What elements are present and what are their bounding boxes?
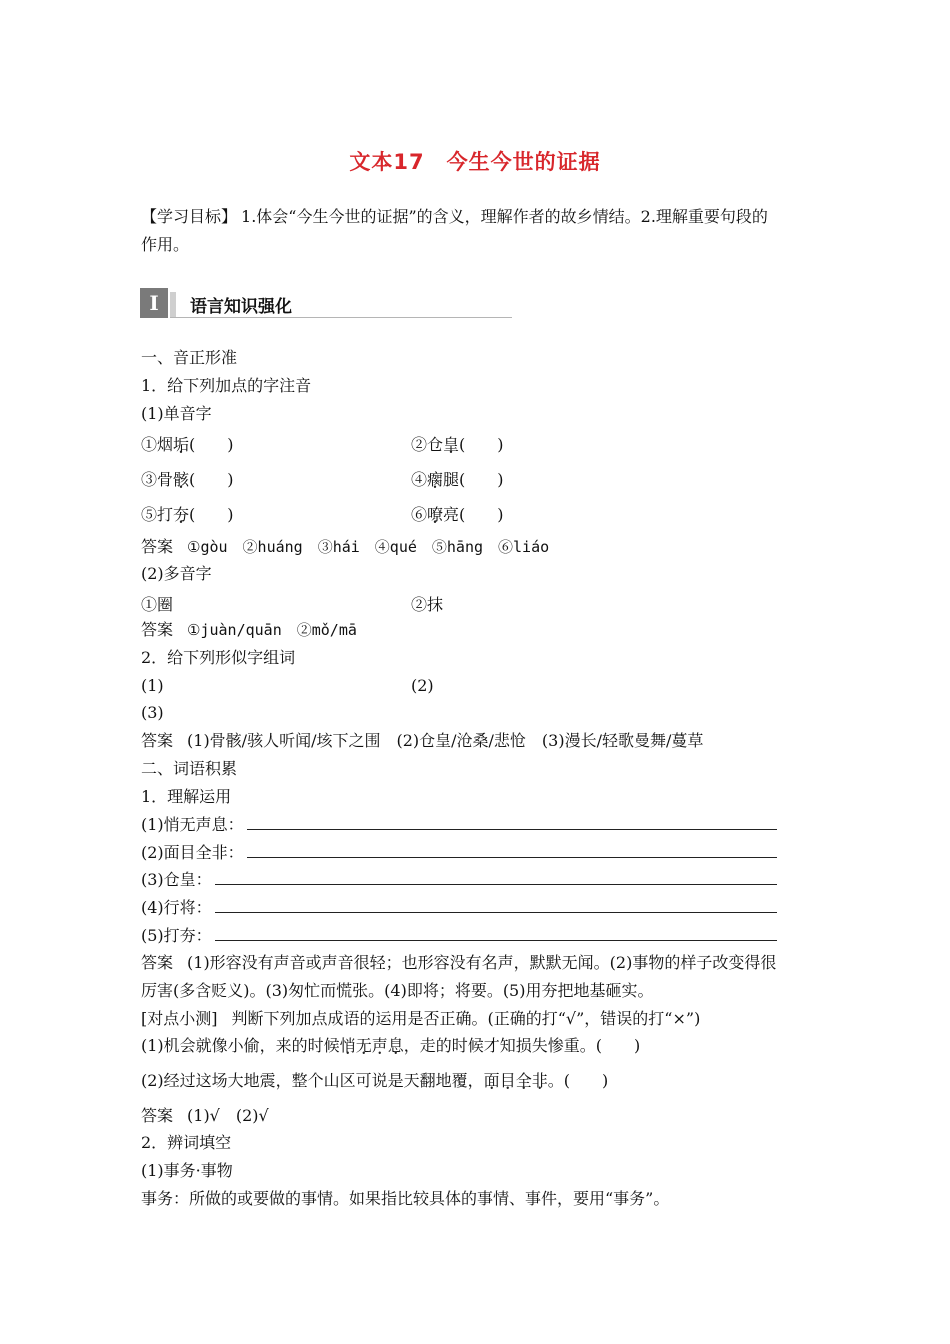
group-3: (3) [141,703,164,722]
dotted-phrase [340,1036,404,1055]
multi-1: ①圈 [141,595,174,614]
test-1: (1)机会就像小偷，来的时候悄无声息，走的时候才知损失惨重。( ) [141,1036,641,1055]
section-number: I [140,288,168,318]
item-4: ④瘸腿( ) [411,470,504,489]
dotted-char: 目 [499,1071,516,1090]
learning-objective [141,207,768,227]
group-1: (1) [141,676,164,695]
objective-text: 1.体会“今生今世的证据”的含义，理解作者的故乡情结。2.理解重要句段的 [241,207,768,226]
question-2: 2．给下列形似字组词 [141,648,296,667]
section-header [140,288,512,318]
item-2: ②仓皇( ) [411,435,504,454]
fill-5-blank[interactable] [215,940,777,941]
fill-2-label: (2)面目全非： [141,843,244,862]
answer-3: 答案 (1)骨骸/骇人听闻/垓下之围 (2)仓皇/沧桑/悲怆 (3)漫长/轻歌曼舞/蔓草 [141,731,704,750]
test-2: (2)经过这场大地震，整个山区可说是天翻地覆，面目全非。( ) [141,1071,609,1090]
answer-4: 答案 (1)形容没有声音或声音很轻；也形容没有名声，默默无闻。(2)事物的样子改变得很 [141,953,777,972]
dotted-char: 面 [483,1071,500,1090]
section-shadow [170,292,176,318]
answer-1: 答案 ①gòu ②huáng ③hái ④qué ⑤hāng ⑥liáo [141,537,550,556]
fill-1-blank[interactable] [247,829,777,830]
answer-5: 答案 (1)√ (2)√ [141,1106,269,1125]
question-1: 1．给下列加点的字注音 [141,376,312,395]
dotted-char: 无 [355,1036,372,1055]
dotted-char: 非 [531,1071,548,1090]
fill-4-blank[interactable] [215,912,777,913]
section-title: 语言知识强化 [190,297,292,317]
test-prompt: [对点小测] 判断下列加点成语的运用是否正确。(正确的打“√”，错误的打“×”) [141,1009,701,1028]
objective-label: 【学习目标】 [141,207,238,226]
dotted-phrase [484,1071,548,1090]
fill-4-label: (4)行将： [141,898,212,917]
fill-2-blank[interactable] [247,857,777,858]
sub-multi: (2)多音字 [141,564,212,583]
item-5: ⑤打夯( ) [141,505,234,524]
group-2: (2) [411,676,434,695]
dotted-char: 悄 [339,1036,356,1055]
sub-word-pair: (1)事务·事物 [141,1161,233,1180]
sub-single: (1)单音字 [141,404,212,423]
answer-4-cont: 厉害(多含贬义)。(3)匆忙而慌张。(4)即将；将要。(5)用夯把地基砸实。 [141,981,654,1000]
question-4: 2．辨词填空 [141,1133,232,1152]
fill-3-blank[interactable] [215,884,777,885]
part1-heading: 一、音正形准 [141,348,238,367]
answer-2: 答案 ①juàn/quān ②mǒ/mā [141,620,357,639]
question-3: 1．理解运用 [141,787,232,806]
fill-1-label: (1)悄无声息： [141,815,244,834]
section-rule [170,317,512,318]
dotted-char: 全 [515,1071,532,1090]
objective-text-cont: 作用。 [141,235,190,254]
fill-5-label: (5)打夯： [141,926,212,945]
item-3: ③骨骸( ) [141,470,234,489]
page-title: 文本17 今生今世的证据 [349,150,601,174]
item-6: ⑥嘹亮( ) [411,505,504,524]
dotted-char: 声 [371,1036,388,1055]
part2-heading: 二、词语积累 [141,759,238,778]
multi-2: ②抹 [411,595,444,614]
definition: 事务：所做的或要做的事情。如果指比较具体的事情、事件，要用“事务”。 [141,1189,670,1208]
fill-3-label: (3)仓皇： [141,870,212,889]
dotted-char: 息 [387,1036,404,1055]
item-1: ①烟垢( ) [141,435,234,454]
